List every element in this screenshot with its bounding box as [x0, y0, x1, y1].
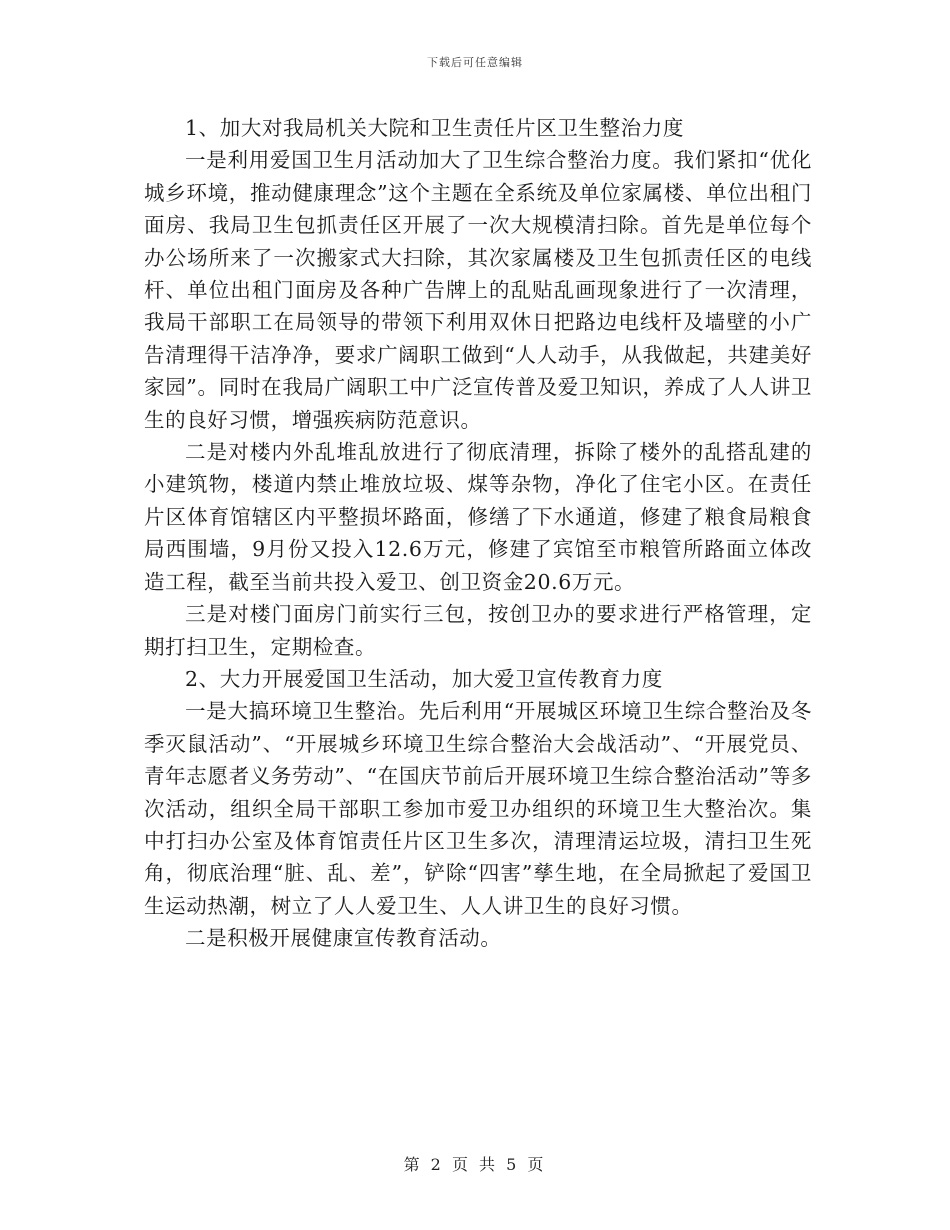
page-header: 下载后可任意编辑: [427, 56, 523, 69]
section-heading-2: 2、大力开展爱国卫生活动，加大爱卫宣传教育力度: [185, 666, 663, 691]
document-body: [144, 112, 812, 955]
paragraph-1: 一是利用爱国卫生月活动加大了卫生综合整治力度。我们紧扣“优化城乡环境，推动健康理念”这个主题在全系统及单位家属楼、单位出租门面房、我局卫生包抓责任区开展了一次大规模清扫除。首先是单位每个办公场所来了一次搬家式大扫除，其次家属楼及卫生包抓责任区的电线杆、单位出租门面房及各种广告牌上的乱贴乱画现象进行了一次清理，我局干部职工在局领导的带领下利用双休日把路边电线杆及墙壁的小广告清理得干洁净净，要求广阔职工做到“人人动手，从我做起，共建美好家园”。同时在我局广阔职工中广泛宣传普及爱卫知识，养成了人人讲卫生的良好习惯，增强疾病防范意识。: [144, 148, 812, 432]
paragraph-4: 一是大搞环境卫生整治。先后利用“开展城区环境卫生综合整治及冬季灭鼠活动”、“开展城乡环境卫生综合整治大会战活动”、“开展党员、青年志愿者义务劳动”、“在国庆节前后开展环境卫生综合整治活动”等多次活动，组织全局干部职工参加市爱卫办组织的环境卫生大整治次。集中打扫办公室及体育馆责任片区卫生多次，清理清运垃圾，清扫卫生死角，彻底治理“脏、乱、差”，铲除“四害”孳生地，在全局掀起了爱国卫生运动热潮，树立了人人爱卫生、人人讲卫生的良好习惯。: [144, 699, 812, 918]
paragraph-2: 二是对楼内外乱堆乱放进行了彻底清理，拆除了楼外的乱搭乱建的小建筑物，楼道内禁止堆放垃圾、煤等杂物，净化了住宅小区。在责任片区体育馆辖区内平整损坏路面，修缮了下水通道，修建了粮食局粮食局西围墙，9月份又投入12.6万元，修建了宾馆至市粮管所路面立体改造工程，截至当前共投入爱卫、创卫资金20.6万元。: [144, 440, 812, 594]
page-number-footer: 第 2 页 共 5 页: [403, 1155, 547, 1174]
paragraph-5: 二是积极开展健康宣传教育活动。: [185, 926, 502, 951]
section-heading-1: 1、加大对我局机关大院和卫生责任片区卫生整治力度: [185, 116, 684, 140]
paragraph-3: 三是对楼门面房门前实行三包，按创卫办的要求进行严格管理，定期打扫卫生，定期检查。: [144, 602, 812, 659]
